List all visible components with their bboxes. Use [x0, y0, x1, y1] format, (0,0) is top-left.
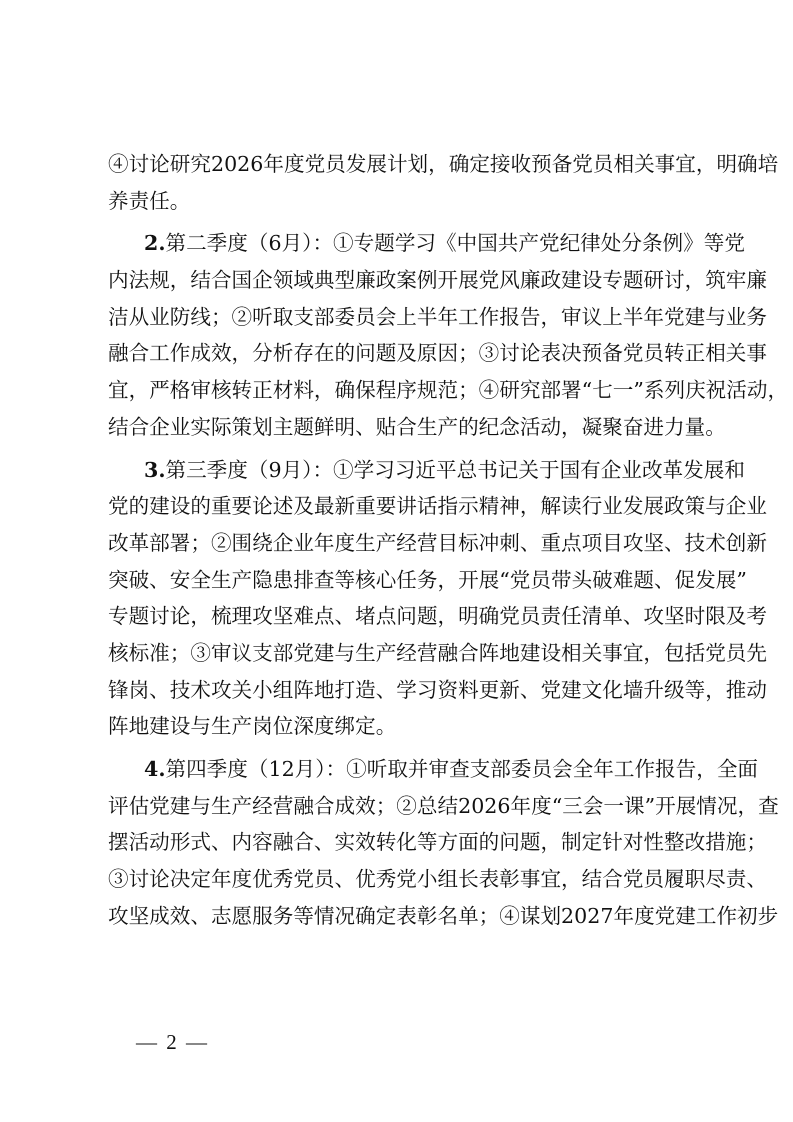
text-line: 专题讨论，梳理攻坚难点、堵点问题，明确党员责任清单、攻坚时限及考 [108, 604, 767, 629]
text-line: 改革部署；②围绕企业年度生产经营目标冲刺、重点项目攻坚、技术创新 [108, 530, 767, 555]
paragraph-q3 [108, 452, 767, 746]
text-line: 内法规，结合国企领域典型廉政案例开展党风廉政建设专题研讨，筑牢廉 [108, 268, 767, 293]
document-body [108, 146, 789, 934]
text-line: 融合工作成效，分析存在的问题及原因；③讨论表决预备党员转正相关事 [108, 341, 767, 366]
paragraph-q2 [108, 225, 789, 445]
text-line: 党的建设的重要论述及最新重要讲话指示精神，解读行业发展政策与企业 [108, 494, 767, 519]
paragraph-continuation [108, 146, 779, 219]
text-line: 摆活动形式、内容融合、实效转化等方面的问题，制定针对性整改措施； [108, 830, 767, 855]
text-line: 宜，严格审核转正材料，确保程序规范；④研究部署“七一”系列庆祝活动， [108, 378, 789, 403]
text-line: 养责任。 [108, 188, 191, 213]
text-line: 阵地建设与生产岗位深度绑定。 [108, 714, 397, 739]
text-line [108, 225, 745, 262]
text-line-content: 第三季度（9月）：①学习习近平总书记关于国有企业改革发展和 [165, 457, 745, 482]
text-line: 评估党建与生产经营融合成效；②总结2026年度“三会一课”开展情况，查 [108, 793, 779, 818]
text-line: 核标准；③审议支部党建与生产经营融合阵地建设相关事宜，包括党员先 [108, 640, 767, 665]
text-line-content: 第二季度（6月）：①专题学习《中国共产党纪律处分条例》等党 [165, 231, 745, 256]
paragraph-number: 4. [144, 757, 166, 781]
text-line: 突破、安全生产隐患排查等核心任务，开展“党员带头破难题、促发展” [108, 567, 747, 592]
text-line: 锋岗、技术攻关小组阵地打造、学习资料更新、党建文化墙升级等，推动 [108, 677, 767, 702]
text-line [108, 751, 759, 788]
text-line: 洁从业防线；②听取支部委员会上半年工作报告，审议上半年党建与业务 [108, 304, 767, 329]
text-line: 结合企业实际策划主题鲜明、贴合生产的纪念活动，凝聚奋进力量。 [108, 414, 726, 439]
page-number: — 2 — [136, 1030, 209, 1054]
text-line-content: 第四季度（12月）：①听取并审查支部委员会全年工作报告，全面 [165, 757, 759, 781]
text-line [108, 452, 745, 489]
paragraph-number: 3. [144, 457, 166, 482]
paragraph-number: 2. [144, 231, 166, 256]
paragraph-q4 [108, 751, 779, 934]
text-line: 攻坚成效、志愿服务等情况确定表彰名单；④谋划2027年度党建工作初步 [108, 903, 779, 928]
text-line: ④讨论研究2026年度党员发展计划，确定接收预备党员相关事宜，明确培 [108, 152, 779, 176]
text-line: ③讨论决定年度优秀党员、优秀党小组长表彰事宜，结合党员履职尽责、 [108, 867, 767, 892]
